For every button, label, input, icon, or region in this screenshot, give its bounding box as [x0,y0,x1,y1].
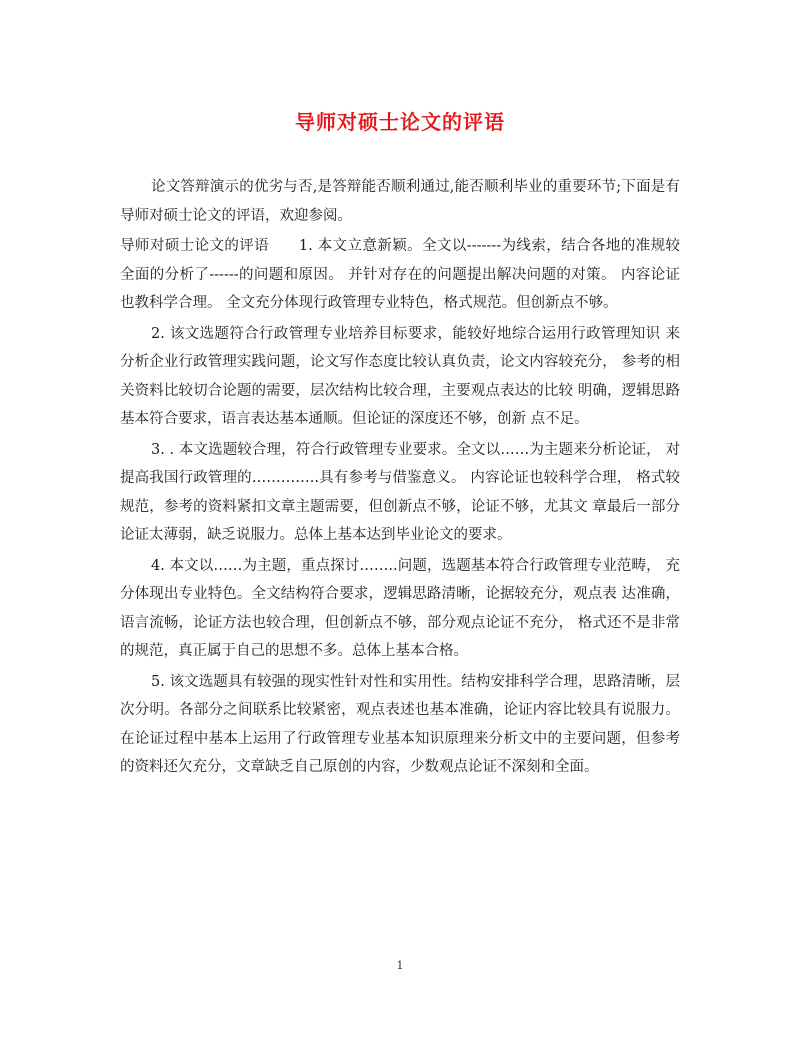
page-number: 1 [396,959,404,972]
document-body [120,173,680,784]
comment-paragraph-3: 3. . 本文选题较合理，符合行政管理专业要求。全文以……为主题来分析论证， 对提高我国行政管理的…………..具有参考与借鉴意义。 内容论证也较科学合理， 格式较规范，参考的资料紧扣文章主题需要，但创新点不够，论证不够，尤其文 章最后一部分论证太薄弱，缺乏说服力。总体上基本达到毕业论文的要求。 [120,441,680,543]
comment-paragraph-1: 导师对硕士论文的评语 1. 本文立意新颖。全文以-------为线索，结合各地的准规较全面的分析了------的问题和原因。 并针对存在的问题提出解决问题的对策。 内容论证也教科学合理。 全文充分体现行政管理专业特色，格式规范。但创新点不够。 [120,238,680,311]
intro-paragraph: 论文答辩演示的优劣与否,是答辩能否顺利通过,能否顺利毕业的重要环节;下面是有导师对硕士论文的评语，欢迎参阅。 [120,179,680,224]
comment-paragraph-5: 5. 该文选题具有较强的现实性针对性和实用性。结构安排科学合理，思路清晰，层次分明。各部分之间联系比较紧密，观点表述也基本准确，论证内容比较具有说服力。 在论证过程中基本上运用了行政管理专业基本知识原理来分析文中的主要问题，但参考的资料还欠充分，文章缺乏自己原创的内容，少数观点论证不深刻和全面。 [120,673,680,775]
document-title: 导师对硕士论文的评语 [295,110,505,134]
comment-paragraph-2: 2. 该文选题符合行政管理专业培养目标要求，能较好地综合运用行政管理知识 来分析企业行政管理实践问题，论文写作态度比较认真负责，论文内容较充分， 参考的相关资料比较切合论题的需要，层次结构比较合理，主要观点表达的比较 明确，逻辑思路基本符合要求，语言表达基本通顺。但论证的深度还不够，创新 点不足。 [120,325,680,427]
comment-paragraph-4: 4. 本文以……为主题，重点探讨……..问题，选题基本符合行政管理专业范畴， 充分体现出专业特色。全文结构符合要求，逻辑思路清晰，论据较充分，观点表 达准确，语言流畅，论证方法也较合理，但创新点不够，部分观点论证不充分， 格式还不是非常的规范，真正属于自己的思想不多。总体上基本合格。 [120,557,680,659]
